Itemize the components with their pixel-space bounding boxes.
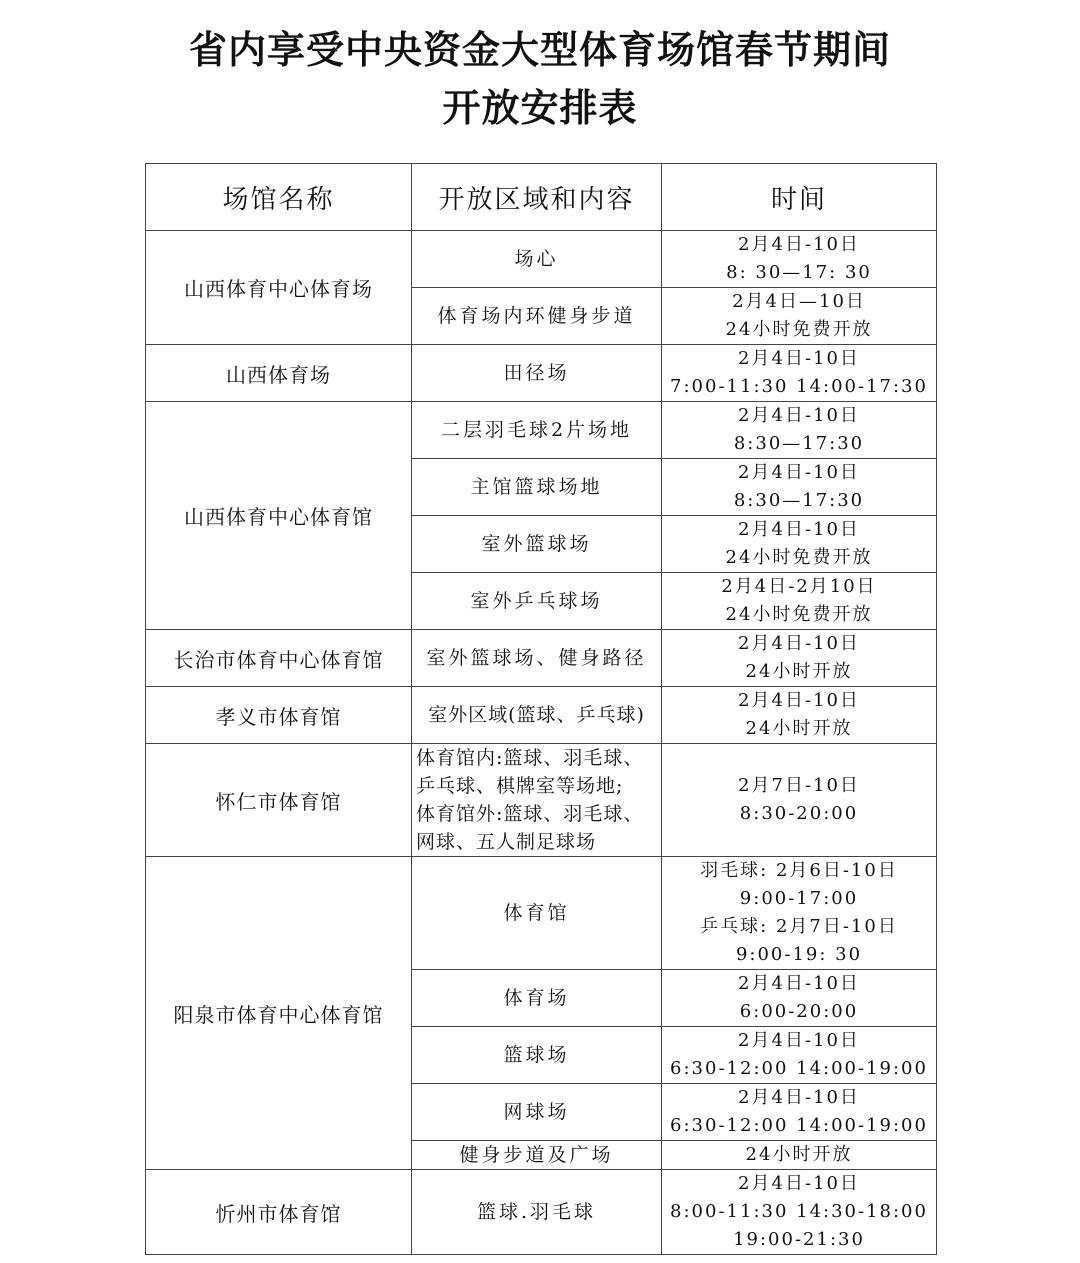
time-line: 8: 30—17: 30: [726, 262, 872, 283]
area-cell: [412, 231, 662, 288]
area-line: 体育馆: [503, 902, 570, 924]
area-cell: [412, 744, 662, 857]
page-title: 省内享受中央资金大型体育场馆春节期间: [188, 28, 891, 72]
header-venue: 场馆名称: [146, 164, 412, 231]
table-row: [146, 345, 937, 402]
table-row: [146, 1170, 937, 1255]
area-cell: [412, 1141, 662, 1170]
venue-name: 怀仁市体育馆: [146, 744, 412, 857]
time-line: 2月4日-10日: [738, 633, 860, 654]
time-line: 2月4日-10日: [738, 690, 860, 711]
time-line: 羽毛球: 2月6日-10日: [700, 860, 898, 881]
area-line: 体育馆内:篮球、羽毛球、: [416, 747, 644, 769]
time-line: 24小时免费开放: [725, 547, 873, 568]
time-cell: [662, 630, 937, 687]
time-line: 2月7日-10日: [738, 775, 860, 796]
time-cell: [662, 1170, 937, 1255]
area-line: 室外乒乓球场: [470, 590, 603, 612]
time-cell: [662, 288, 937, 345]
area-cell: [412, 1170, 662, 1255]
time-cell: [662, 402, 937, 459]
area-line: 主馆篮球场地: [470, 476, 603, 498]
time-cell: [662, 516, 937, 573]
time-line: 6:30-12:00 14:00-19:00: [670, 1115, 928, 1136]
area-line: 室外区域(篮球、乒乓球): [428, 704, 645, 726]
table-row: [146, 231, 937, 288]
time-line: 2月4日-10日: [738, 1173, 860, 1194]
area-cell: [412, 1027, 662, 1084]
area-line: 篮球场: [503, 1044, 570, 1066]
area-cell: [412, 687, 662, 744]
time-cell: [662, 459, 937, 516]
schedule-table: [145, 163, 937, 1255]
area-line: 体育场内环健身步道: [437, 305, 636, 327]
page-subtitle: 开放安排表: [442, 86, 638, 130]
area-cell: [412, 402, 662, 459]
time-line: 6:30-12:00 14:00-19:00: [670, 1058, 928, 1079]
time-line: 24小时免费开放: [725, 604, 873, 625]
time-cell: [662, 1084, 937, 1141]
time-line: 8:30—17:30: [733, 490, 865, 511]
table-row: [146, 687, 937, 744]
time-cell: [662, 573, 937, 630]
time-line: 2月4日-10日: [738, 973, 860, 994]
time-line: 6:00-20:00: [739, 1001, 859, 1022]
time-line: 24小时开放: [745, 1144, 853, 1165]
table-row: [146, 402, 937, 459]
venue-name: 山西体育场: [146, 345, 412, 402]
area-cell: [412, 516, 662, 573]
time-line: 2月4日-10日: [738, 519, 860, 540]
area-cell: [412, 970, 662, 1027]
time-cell: [662, 970, 937, 1027]
time-cell: [662, 687, 937, 744]
area-line: 网球场: [503, 1101, 570, 1123]
time-line: 8:00-11:30 14:30-18:00: [670, 1201, 928, 1222]
time-line: 8:30—17:30: [733, 433, 865, 454]
area-cell: [412, 459, 662, 516]
table-row: [146, 744, 937, 857]
time-line: 2月4日-10日: [738, 462, 860, 483]
time-cell: [662, 857, 937, 970]
venue-name: 山西体育中心体育馆: [146, 402, 412, 630]
table-row: [146, 630, 937, 687]
time-line: 2月4日-10日: [738, 405, 860, 426]
time-line: 2月4日-10日: [738, 234, 860, 255]
area-line: 二层羽毛球2片场地: [440, 419, 633, 441]
header-area: 开放区域和内容: [412, 164, 662, 231]
time-line: 8:30-20:00: [739, 803, 859, 824]
time-line: 2月4日-10日: [738, 1087, 860, 1108]
area-cell: [412, 1084, 662, 1141]
area-cell: [412, 857, 662, 970]
time-line: 2月4日—10日: [732, 291, 866, 312]
time-line: 24小时免费开放: [725, 319, 873, 340]
table-header-row: [146, 164, 937, 231]
time-line: 19:00-21:30: [733, 1229, 865, 1250]
area-line: 健身步道及广场: [459, 1144, 614, 1166]
time-cell: [662, 1141, 937, 1170]
area-line: 场心: [514, 248, 559, 270]
time-cell: [662, 1027, 937, 1084]
header-time: 时间: [662, 164, 937, 231]
area-line: 室外篮球场: [481, 533, 592, 555]
time-line: 9:00-19: 30: [735, 944, 863, 965]
time-line: 7:00-11:30 14:00-17:30: [670, 376, 928, 397]
venue-name: 阳泉市体育中心体育馆: [146, 857, 412, 1170]
time-cell: [662, 345, 937, 402]
area-line: 乒乓球、棋牌室等场地;: [416, 775, 624, 797]
area-cell: [412, 288, 662, 345]
time-line: 2月4日-10日: [738, 348, 860, 369]
time-line: 9:00-17:00: [739, 888, 859, 909]
time-line: 2月4日-10日: [738, 1030, 860, 1051]
area-line: 体育场: [503, 987, 570, 1009]
venue-name: 山西体育中心体育场: [146, 231, 412, 345]
venue-name: 孝义市体育馆: [146, 687, 412, 744]
table-row: [146, 857, 937, 970]
area-cell: [412, 573, 662, 630]
time-line: 2月4日-2月10日: [721, 576, 877, 597]
area-cell: [412, 630, 662, 687]
time-line: 乒乓球: 2月7日-10日: [700, 916, 898, 937]
area-cell: [412, 345, 662, 402]
time-cell: [662, 744, 937, 857]
time-line: 24小时开放: [745, 718, 853, 739]
area-line: 室外篮球场、健身路径: [426, 647, 647, 669]
time-cell: [662, 231, 937, 288]
area-line: 网球、五人制足球场: [416, 831, 597, 853]
area-line: 田径场: [503, 362, 570, 384]
venue-name: 长治市体育中心体育馆: [146, 630, 412, 687]
time-line: 24小时开放: [745, 661, 853, 682]
venue-name: 忻州市体育馆: [146, 1170, 412, 1255]
area-line: 体育馆外:篮球、羽毛球、: [416, 803, 644, 825]
area-line: 篮球.羽毛球: [476, 1201, 597, 1223]
